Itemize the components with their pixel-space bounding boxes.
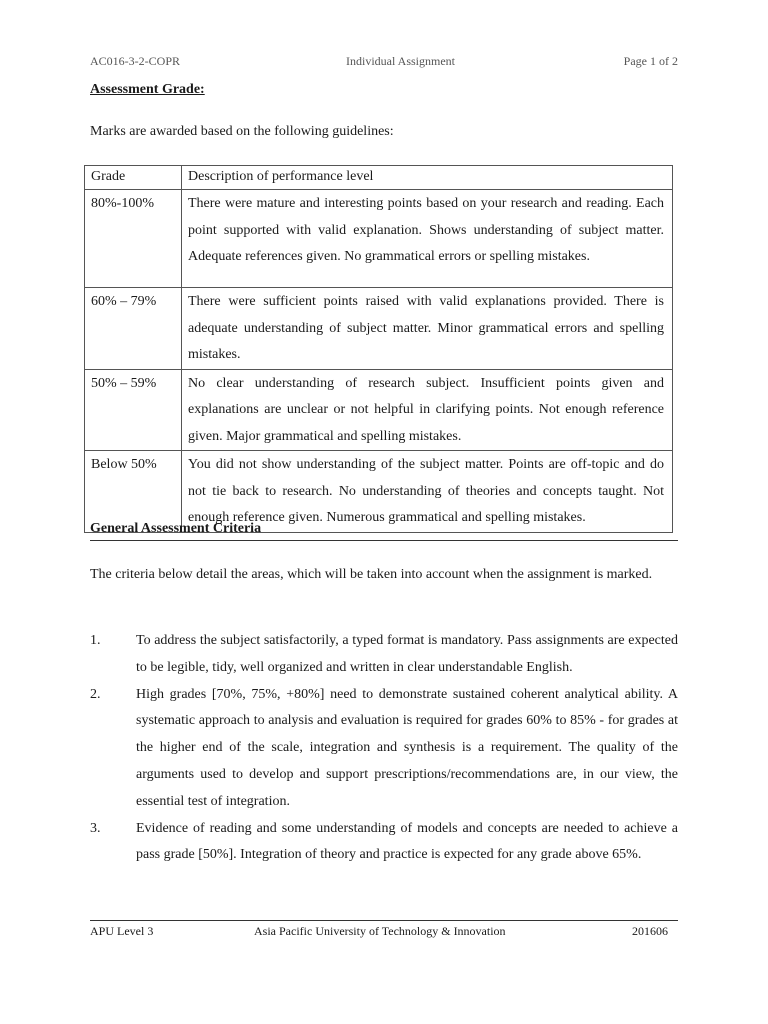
description-text: There were sufficient points raised with valid explanations provided. There is adequate understanding of subject matter. Minor grammatical errors and spelling mistakes. [188,294,664,362]
list-number: 1. [90,633,101,648]
table-header-row [85,166,673,190]
description-text: There were mature and interesting points based on your research and reading. Each point supported with valid explanation. Shows understanding of subject matter. Adequate references given. No grammatical errors or spelling mistakes. [188,196,664,264]
header-course-code: AC016-3-2-COPR [90,54,181,68]
header-page-number: Page 1 of 2 [623,54,678,68]
list-item [90,816,678,870]
list-item [90,628,678,682]
header-grade: Grade [85,166,182,190]
description-text: You did not show understanding of the subject matter. Points are off-topic and do not tie back to research. No understanding of theories and concepts taught. Not enough reference given. Numerous grammatical and spelling mistakes. [188,457,664,525]
footer-date-code: 201606 [632,924,668,938]
list-number: 2. [90,686,101,702]
description-cell [182,190,673,288]
table-row [85,190,673,288]
criteria-intro: The criteria below detail the areas, which will be taken into account when the assignment is marked. [90,567,653,582]
list-text: Evidence of reading and some understanding of models and concepts are needed to achieve a pass grade [50%]. Integration of theory and practice is expected for any grade above 65%. [136,820,678,863]
header-description: Description of performance level [182,166,673,190]
grade-cell: 80%-100% [85,190,182,288]
description-cell [182,451,673,533]
description-cell [182,288,673,370]
list-text: High grades [70%, 75%, +80%] need to demonstrate sustained coherent analytical ability. A systematic approach to analysis and evaluation is required for grades 60% to 85% - for grades at the higher end of the scale, integration and synthesis is a requirement. The quality of the arguments used to develop and support prescriptions/recommendations are, in our view, the essential test of integration. [136,686,678,809]
table-row [85,451,673,533]
list-text: To address the subject satisfactorily, a typed format is mandatory. Pass assignments are expected to be legible, tidy, well organized and written in clear understandable English. [136,633,678,675]
grade-cell: Below 50% [85,451,182,533]
grade-cell: 50% – 59% [85,369,182,451]
description-text: No clear understanding of research subject. Insufficient points given and explanations are unclear or not helpful in clarifying points. Not enough reference given. Major grammatical and spelling mistakes. [188,375,664,444]
intro-text: Marks are awarded based on the following guidelines: [90,124,394,139]
header-assignment-type: Individual Assignment [346,54,455,68]
table-row [85,369,673,451]
grade-table [84,165,673,533]
page-footer [90,920,678,944]
list-item [90,682,678,816]
page-header [90,54,678,72]
footer-level: APU Level 3 [90,924,154,938]
description-cell [182,369,673,451]
page-title: Assessment Grade: [90,82,205,97]
section-title: General Assessment Criteria [90,521,678,541]
table-row [85,288,673,370]
list-number: 3. [90,820,101,836]
criteria-list [90,628,678,869]
grade-cell: 60% – 79% [85,288,182,370]
footer-university: Asia Pacific University of Technology & Innovation [254,924,506,938]
